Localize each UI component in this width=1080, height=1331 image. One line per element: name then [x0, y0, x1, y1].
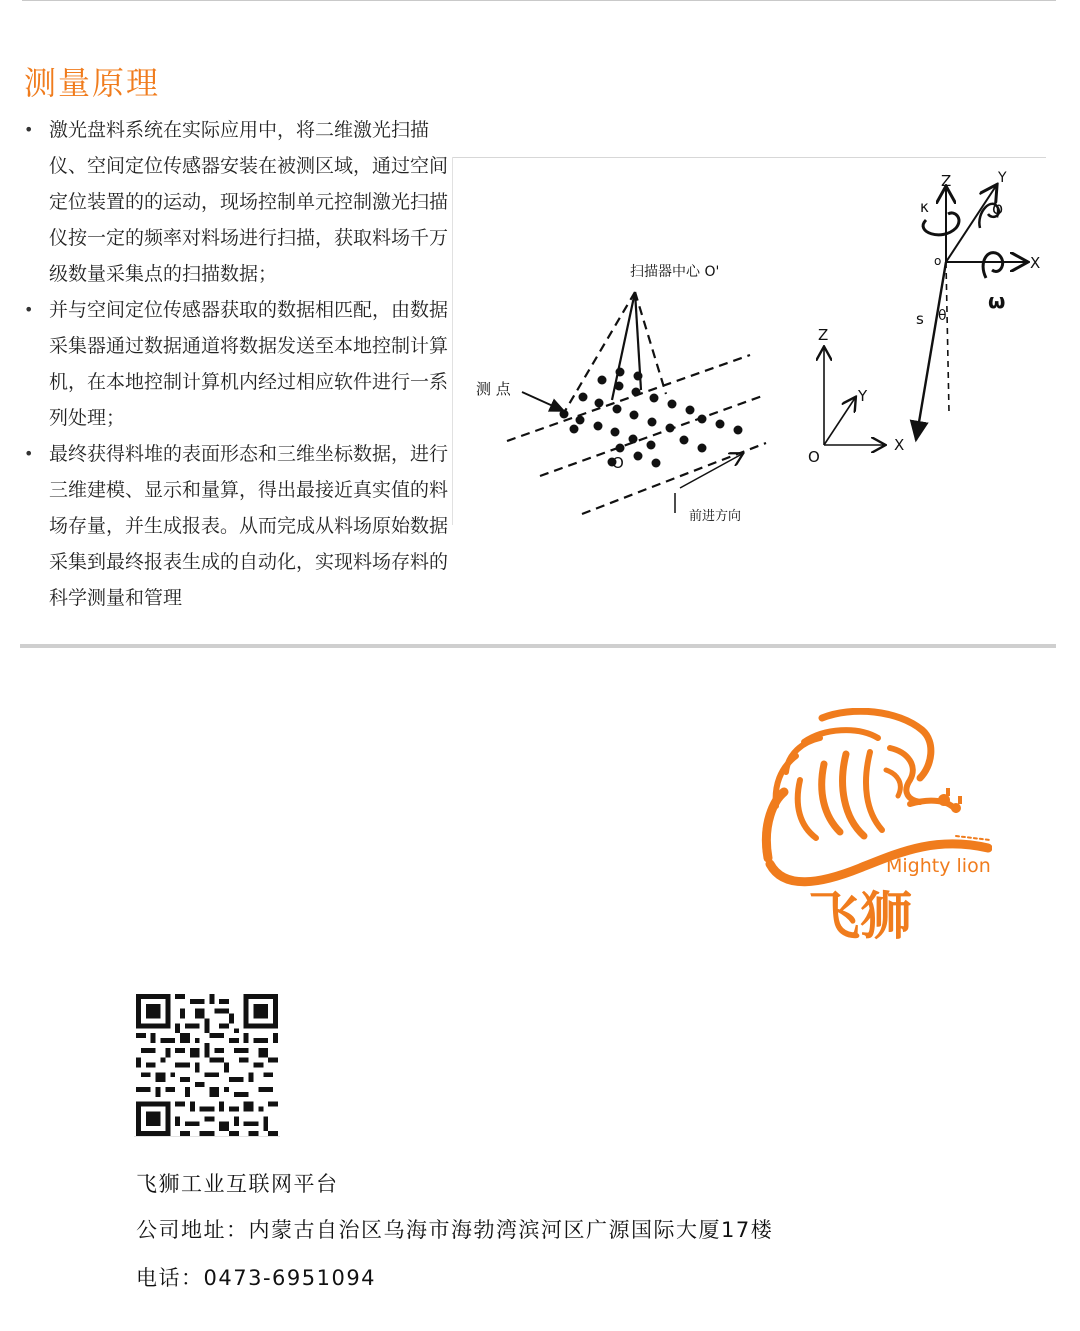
section-divider: [20, 644, 1056, 648]
top-divider: [22, 0, 1056, 1]
platform-name: 飞狮工业互联网平台: [136, 1172, 339, 1196]
theta-label: θ: [938, 308, 947, 324]
origin-o-label: O: [612, 454, 624, 472]
qr-underline: [134, 1136, 280, 1137]
sample-points: [560, 368, 743, 468]
logo-chinese-name: 飞狮: [808, 887, 913, 946]
rot-axis-z-label: Z: [941, 172, 952, 190]
direction-arrow: [680, 454, 742, 488]
rot-axis-origin-label: o: [934, 254, 942, 268]
measurement-diagram: [452, 158, 1046, 525]
rot-axis-x-label: X: [1030, 254, 1041, 272]
scanner-center-label: 扫描器中心 O': [630, 264, 720, 280]
principle-list: [20, 112, 448, 616]
scan-cone: [565, 292, 666, 411]
omega-label: ω: [988, 289, 1006, 313]
principle-item: • 最终获得料堆的表面形态和三维坐标数据，进行三维建模、显示和量算，得出最接近真实值的料场存量，并生成报表。从而完成从料场原始数据采集到最终报表生成的自动化，实现料场存料的科学测量和管理: [20, 436, 448, 616]
direction-label: 前进方向: [689, 509, 742, 524]
axis-origin-label: O: [808, 448, 820, 466]
company-address: 公司地址：内蒙古自治区乌海市海勃湾滨河区广源国际大厦17楼: [136, 1218, 774, 1242]
phi-label: φ: [992, 199, 1004, 219]
coordinate-axes-small: [824, 348, 884, 445]
logo-english-name: Mighty lion: [886, 855, 991, 877]
axis-x-label: X: [894, 436, 905, 454]
company-phone[interactable]: 电话：0473-6951094: [136, 1266, 377, 1290]
wechat-qr-code: [134, 994, 280, 1136]
axis-y-label: Y: [858, 387, 868, 405]
measure-point-label: 测 点: [476, 380, 511, 398]
rotation-axes: [916, 186, 1026, 440]
mighty-lion-logo-icon: [760, 708, 992, 946]
principle-item: • 并与空间定位传感器获取的数据相匹配，由数据采集器通过数据通道将数据发送至本地控制计算机，在本地控制计算机内经过相应软件进行一系列处理；: [20, 292, 448, 436]
kappa-label: κ: [920, 198, 929, 216]
s-label: s: [916, 310, 924, 328]
section-title: 测量原理: [24, 64, 161, 102]
principle-item: • 激光盘料系统在实际应用中，将二维激光扫描仪、空间定位传感器安装在被测区域，通过空间定位装置的的运动，现场控制单元控制激光扫描仪按一定的频率对料场进行扫描，获取料场千万级数量采集点的扫描数据；: [20, 112, 448, 292]
axis-z-label: Z: [818, 326, 829, 344]
rot-axis-y-label: Y: [998, 170, 1007, 186]
point-pointer-arrow: [522, 392, 564, 411]
